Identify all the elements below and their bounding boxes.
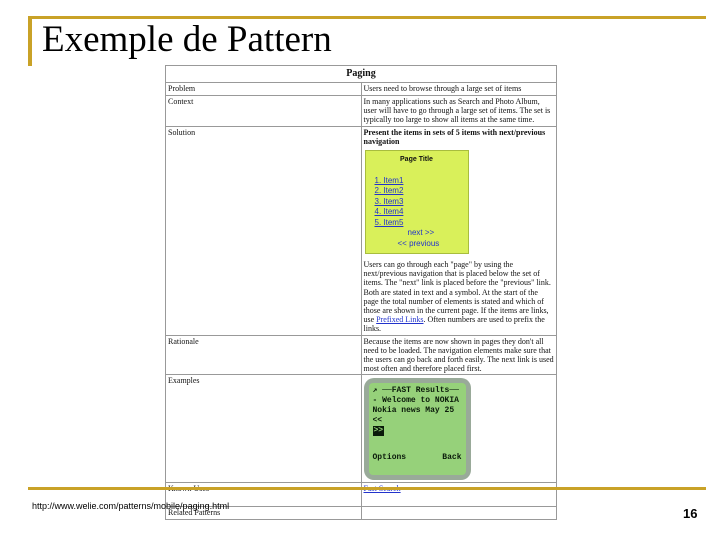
mockup-item[interactable]: 4. Item4	[374, 207, 404, 217]
problem-text: Users need to browse through a large set of items	[361, 83, 557, 96]
phone-example-image	[364, 378, 471, 480]
mockup-item-list	[375, 176, 462, 229]
mockup-item[interactable]: 1. Item1	[374, 175, 404, 185]
examples-cell	[361, 375, 557, 483]
mockup-next-link[interactable]: next >>	[407, 228, 435, 238]
prefixed-links-link[interactable]: Prefixed Links	[376, 315, 424, 325]
phone-softkey-options: Options	[372, 453, 407, 463]
phone-screen	[369, 383, 466, 475]
rationale-label: Rationale	[166, 335, 362, 375]
phone-softkeys	[373, 453, 462, 463]
solution-body-end: . Often numbers are used to prefix the links.	[363, 315, 545, 334]
solution-text	[364, 260, 555, 334]
problem-label: Problem	[166, 83, 362, 96]
phone-line: - Welcome to NOKIA	[372, 396, 459, 406]
pattern-name: Paging	[166, 66, 557, 83]
solution-body: Users can go through each "page" by using the next/previous navigation that is placed below the set of items. The "next" link is placed before the "previous" link. Both are stated in text and a symbol. At the start of the page the total number of elements is stated and which of those are shown in the current page. If the items are links, use	[363, 260, 551, 325]
paging-mockup	[365, 150, 469, 254]
examples-label: Examples	[166, 375, 362, 483]
pattern-table	[165, 65, 557, 520]
mockup-title: Page Title	[400, 156, 433, 164]
related-label: Related Patterns	[166, 507, 362, 519]
mockup-previous-link[interactable]: << previous	[397, 238, 440, 248]
source-url: http://www.welie.com/patterns/mobile/paging.html	[32, 501, 230, 511]
phone-line-title: ↗ ──FAST Results──	[372, 386, 459, 396]
rationale-text: Because the items are now shown in pages they don't all need to be loaded. The navigation elements make sure that the users can go back and forth easily. The next link is used most often and therefore placed first.	[361, 335, 557, 375]
context-label: Context	[166, 96, 362, 127]
solution-cell	[361, 126, 557, 335]
solution-heading: Present the items in sets of 5 items with next/previous navigation	[363, 127, 546, 146]
phone-line: Nokia news May 25	[372, 406, 455, 416]
mockup-item[interactable]: 3. Item3	[374, 196, 404, 206]
page-number: 16	[683, 506, 698, 521]
solution-label: Solution	[166, 126, 362, 335]
left-rule	[28, 16, 32, 66]
mockup-item[interactable]: 2. Item2	[374, 186, 404, 196]
bottom-rule	[28, 487, 706, 490]
phone-line-selected: >>	[373, 426, 384, 436]
related-text	[361, 507, 557, 519]
phone-line: <<	[372, 416, 383, 426]
slide-title: Exemple de Pattern	[42, 19, 332, 60]
mockup-item[interactable]: 5. Item5	[374, 217, 404, 227]
phone-softkey-back: Back	[442, 453, 462, 463]
context-text: In many applications such as Search and Photo Album, user will have to go through a large set of items. The set is typically too large to show all items at the same time.	[361, 96, 557, 127]
